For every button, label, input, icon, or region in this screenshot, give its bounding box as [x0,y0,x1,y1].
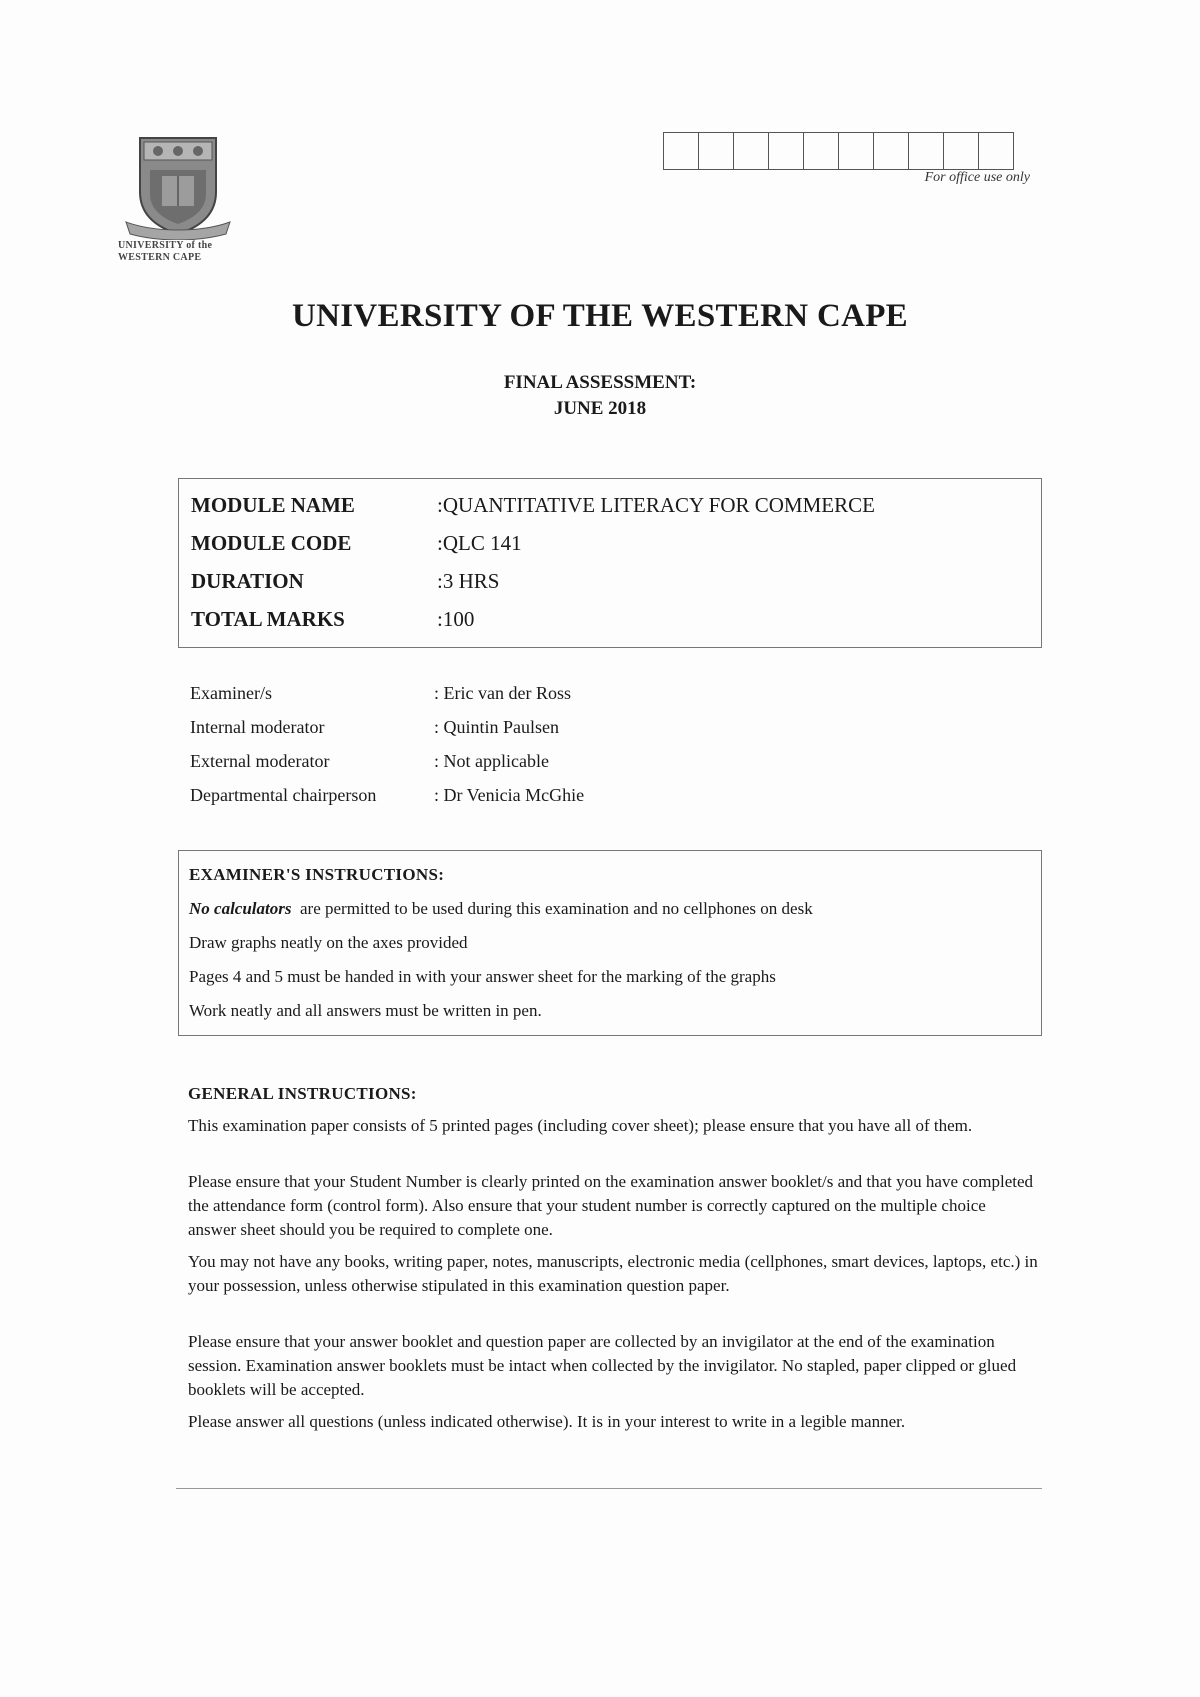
general-instruction-paragraph: This examination paper consists of 5 printed pages (including cover sheet); please ensure that you have all of them. [188,1116,973,1135]
office-box-cell [839,133,874,169]
general-instruction-paragraph: Please ensure that your Student Number is clearly printed on the examination answer booklet/s and that you have completed the attendance form (control form). Also ensure that your student number is correctly captured on the multiple choice answer sheet should you be required to complete one. [188,1172,1034,1239]
examiner-row-value: : Quintin Paulsen [434,717,559,737]
assessment-label: FINAL ASSESSMENT: [503,372,697,393]
instruction-line: Draw graphs neatly on the axes provided [189,933,468,952]
examiner-row-key: Examiner/s [190,683,272,703]
office-use-boxes [663,132,1014,170]
bottom-divider [176,1488,1042,1489]
instruction-line: Work neatly and all answers must be written in pen. [189,1001,542,1020]
examiner-row-key: External moderator [190,751,330,771]
logo-wordmark [118,240,248,264]
assessment-title [0,370,1200,422]
no-calculators-emphasis: No calculators [189,899,292,918]
office-use-label: For office use only [924,170,1030,185]
examiner-row [190,751,890,781]
module-row-key: MODULE CODE [191,531,352,555]
examiner-row-value: : Not applicable [434,751,549,771]
general-instructions-heading: GENERAL INSTRUCTIONS: [188,1084,417,1103]
module-row [191,493,1031,529]
examiner-row-value: : Dr Venicia McGhie [434,785,585,805]
module-row-value: :QLC 141 [437,531,522,555]
module-row-value: :100 [437,607,475,631]
examiner-row [190,683,890,713]
module-row [191,569,1031,605]
assessment-date: JUNE 2018 [553,398,647,419]
general-instruction-paragraph: Please ensure that your answer booklet and question paper are collected by an invigilator at the end of the examination session. Examination answer booklets must be intact when collected by the invigilator. No stapled, paper clipped or glued booklets will be accepted. [188,1332,1017,1399]
crest-icon [118,130,238,240]
office-box-cell [699,133,734,169]
logo-line-2: WESTERN CAPE [118,252,202,263]
office-box-cell [769,133,804,169]
general-instruction-paragraph: Please answer all questions (unless indicated otherwise). It is in your interest to write in a legible manner. [188,1412,906,1431]
module-details-box [178,478,1042,648]
module-row-value: :3 HRS [437,569,500,593]
module-row [191,607,1031,643]
examiner-row-key: Internal moderator [190,717,325,737]
examiner-row [190,717,890,747]
office-box-cell [909,133,944,169]
examiner-row-key: Departmental chairperson [190,785,377,805]
office-box-cell [979,133,1014,169]
examiner-row [190,785,890,815]
office-box-cell [804,133,839,169]
instruction-line-text: are permitted to be used during this examination and no cellphones on desk [291,899,813,918]
office-box-cell [734,133,769,169]
module-row [191,531,1031,567]
module-row-key: DURATION [191,569,304,593]
examiner-instructions-box [178,850,1042,1036]
examiner-row-value: : Eric van der Ross [434,683,571,703]
instruction-line [189,899,1029,919]
module-row-key: MODULE NAME [191,493,355,517]
general-instruction-paragraph: You may not have any books, writing paper, notes, manuscripts, electronic media (cellphones, smart devices, laptops, etc.) in your possession, unless otherwise stipulated in this examination question paper. [188,1252,1038,1295]
logo-line-1: UNIVERSITY of the [118,240,213,251]
instruction-line: Pages 4 and 5 must be handed in with your answer sheet for the marking of the graphs [189,967,776,986]
office-box-cell [664,133,699,169]
module-row-key: TOTAL MARKS [191,607,345,631]
page-title: UNIVERSITY OF THE WESTERN CAPE [292,298,908,334]
module-row-value: :QUANTITATIVE LITERACY FOR COMMERCE [437,493,875,517]
examiner-instructions-heading: EXAMINER'S INSTRUCTIONS: [189,865,445,884]
office-box-cell [944,133,979,169]
office-box-cell [874,133,909,169]
